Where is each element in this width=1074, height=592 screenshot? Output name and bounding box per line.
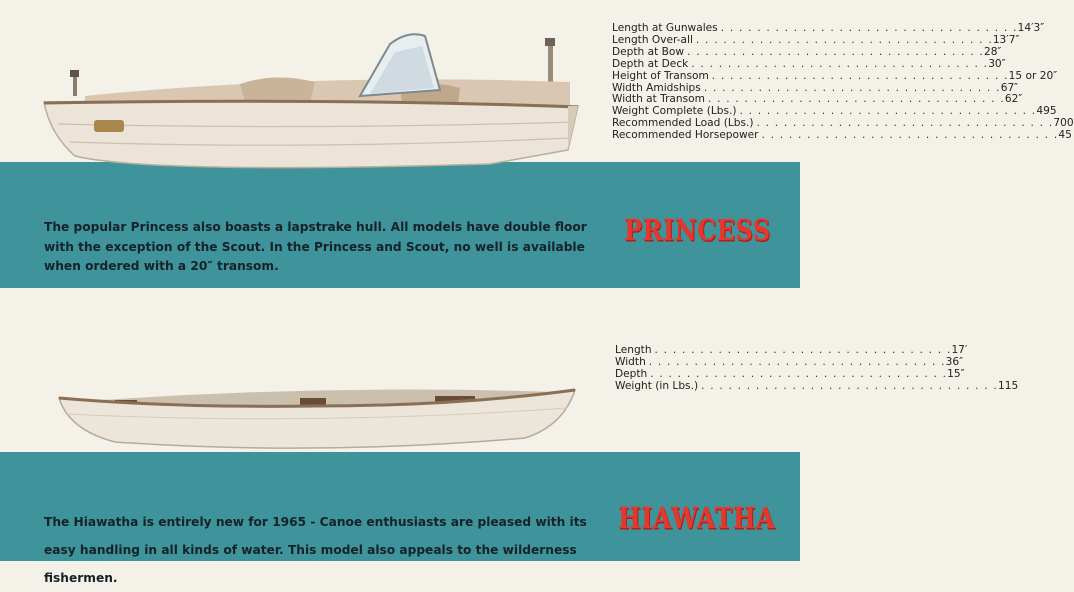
hiawatha-canoe-image bbox=[55, 378, 580, 458]
spec-value: 17′ bbox=[951, 344, 968, 356]
spec-leader-dots: . . . . . . . . . . . . . . . . . . . . . . . . . . . . . . . . . bbox=[707, 93, 1005, 106]
spec-leader-dots: . . . . . . . . . . . . . . . . . . . . . . . . . . . . . . . . . bbox=[654, 344, 952, 356]
hiawatha-specs-list bbox=[615, 344, 1019, 393]
spec-value: 495 bbox=[1036, 105, 1057, 118]
hiawatha-model-name: HIAWATHA bbox=[618, 500, 776, 536]
spec-value: 700 bbox=[1053, 117, 1074, 130]
spec-value: 62″ bbox=[1004, 93, 1023, 106]
spec-row bbox=[612, 69, 1058, 83]
spec-value: 115 bbox=[997, 379, 1019, 392]
spec-value: 67″ bbox=[1000, 81, 1019, 94]
spec-label: Recommended Horsepower bbox=[612, 129, 759, 142]
spec-leader-dots: . . . . . . . . . . . . . . . . . . . . . . . . . . . . . . . . . bbox=[756, 117, 1054, 130]
spec-label: Length at Gunwales bbox=[612, 22, 718, 34]
spec-leader-dots: . . . . . . . . . . . . . . . . . . . . . . . . . . . . . . . . . bbox=[720, 22, 1018, 34]
spec-label: Depth bbox=[615, 367, 648, 380]
spec-row bbox=[615, 367, 965, 381]
spec-leader-dots: . . . . . . . . . . . . . . . . . . . . . . . . . . . . . . . . . bbox=[761, 129, 1059, 142]
spec-leader-dots: . . . . . . . . . . . . . . . . . . . . . . . . . . . . . . . . . bbox=[687, 45, 984, 58]
spec-label: Length bbox=[615, 344, 652, 356]
spec-leader-dots: . . . . . . . . . . . . . . . . . . . . . . . . . . . . . . . . . bbox=[695, 33, 993, 46]
princess-boat-image bbox=[30, 24, 600, 184]
spec-value: 15″ bbox=[947, 367, 965, 380]
spec-value: 14′3″ bbox=[1017, 22, 1045, 34]
spec-label: Width at Transom bbox=[612, 93, 705, 106]
spec-row bbox=[612, 129, 1072, 142]
spec-row bbox=[615, 379, 1019, 393]
spec-row bbox=[612, 57, 1006, 71]
spec-leader-dots: . . . . . . . . . . . . . . . . . . . . . . . . . . . . . . . . . bbox=[650, 367, 948, 380]
spec-value: 13′7″ bbox=[992, 33, 1020, 46]
spec-label: Weight (in Lbs.) bbox=[615, 379, 699, 392]
spec-leader-dots: . . . . . . . . . . . . . . . . . . . . . . . . . . . . . . . . . bbox=[691, 57, 989, 70]
hiawatha-description: The Hiawatha is entirely new for 1965 - Canoe enthusiasts are pleased with its easy handling in all kinds of water. This model also appeals to the wilderness fishermen. bbox=[44, 515, 587, 585]
spec-value: 30″ bbox=[988, 57, 1006, 70]
spec-row bbox=[612, 45, 1002, 59]
spec-label: Width bbox=[615, 355, 646, 368]
spec-leader-dots: . . . . . . . . . . . . . . . . . . . . . . . . . . . . . . . . . bbox=[739, 105, 1037, 118]
princess-model-name: PRINCESS bbox=[624, 212, 771, 248]
princess-specs-list bbox=[612, 22, 1074, 142]
spec-leader-dots: . . . . . . . . . . . . . . . . . . . . . . . . . . . . . . . . . bbox=[701, 379, 998, 392]
spec-value: 15 or 20″ bbox=[1008, 69, 1058, 82]
spec-label: Length Over-all bbox=[612, 33, 693, 46]
spec-leader-dots: . . . . . . . . . . . . . . . . . . . . . . . . . . . . . . . . . bbox=[703, 81, 1001, 94]
spec-value: 36″ bbox=[945, 355, 964, 368]
spec-label: Recommended Load (Lbs.) bbox=[612, 117, 754, 130]
spec-value: 45 bbox=[1058, 129, 1072, 142]
spec-label: Depth at Bow bbox=[612, 45, 685, 58]
princess-description: The popular Princess also boasts a lapstrake hull. All models have double floor with the exception of the Scout. In the Princess and Scout, no well is available when ordered with a 20″ transom. bbox=[44, 220, 587, 273]
spec-leader-dots: . . . . . . . . . . . . . . . . . . . . . . . . . . . . . . . . . bbox=[711, 69, 1009, 82]
spec-label: Height of Transom bbox=[612, 69, 709, 82]
spec-leader-dots: . . . . . . . . . . . . . . . . . . . . . . . . . . . . . . . . . bbox=[648, 355, 946, 368]
spec-label: Weight Complete (Lbs.) bbox=[612, 105, 737, 118]
spec-label: Width Amidships bbox=[612, 81, 701, 94]
spec-label: Depth at Deck bbox=[612, 57, 689, 70]
spec-value: 28″ bbox=[983, 45, 1002, 58]
